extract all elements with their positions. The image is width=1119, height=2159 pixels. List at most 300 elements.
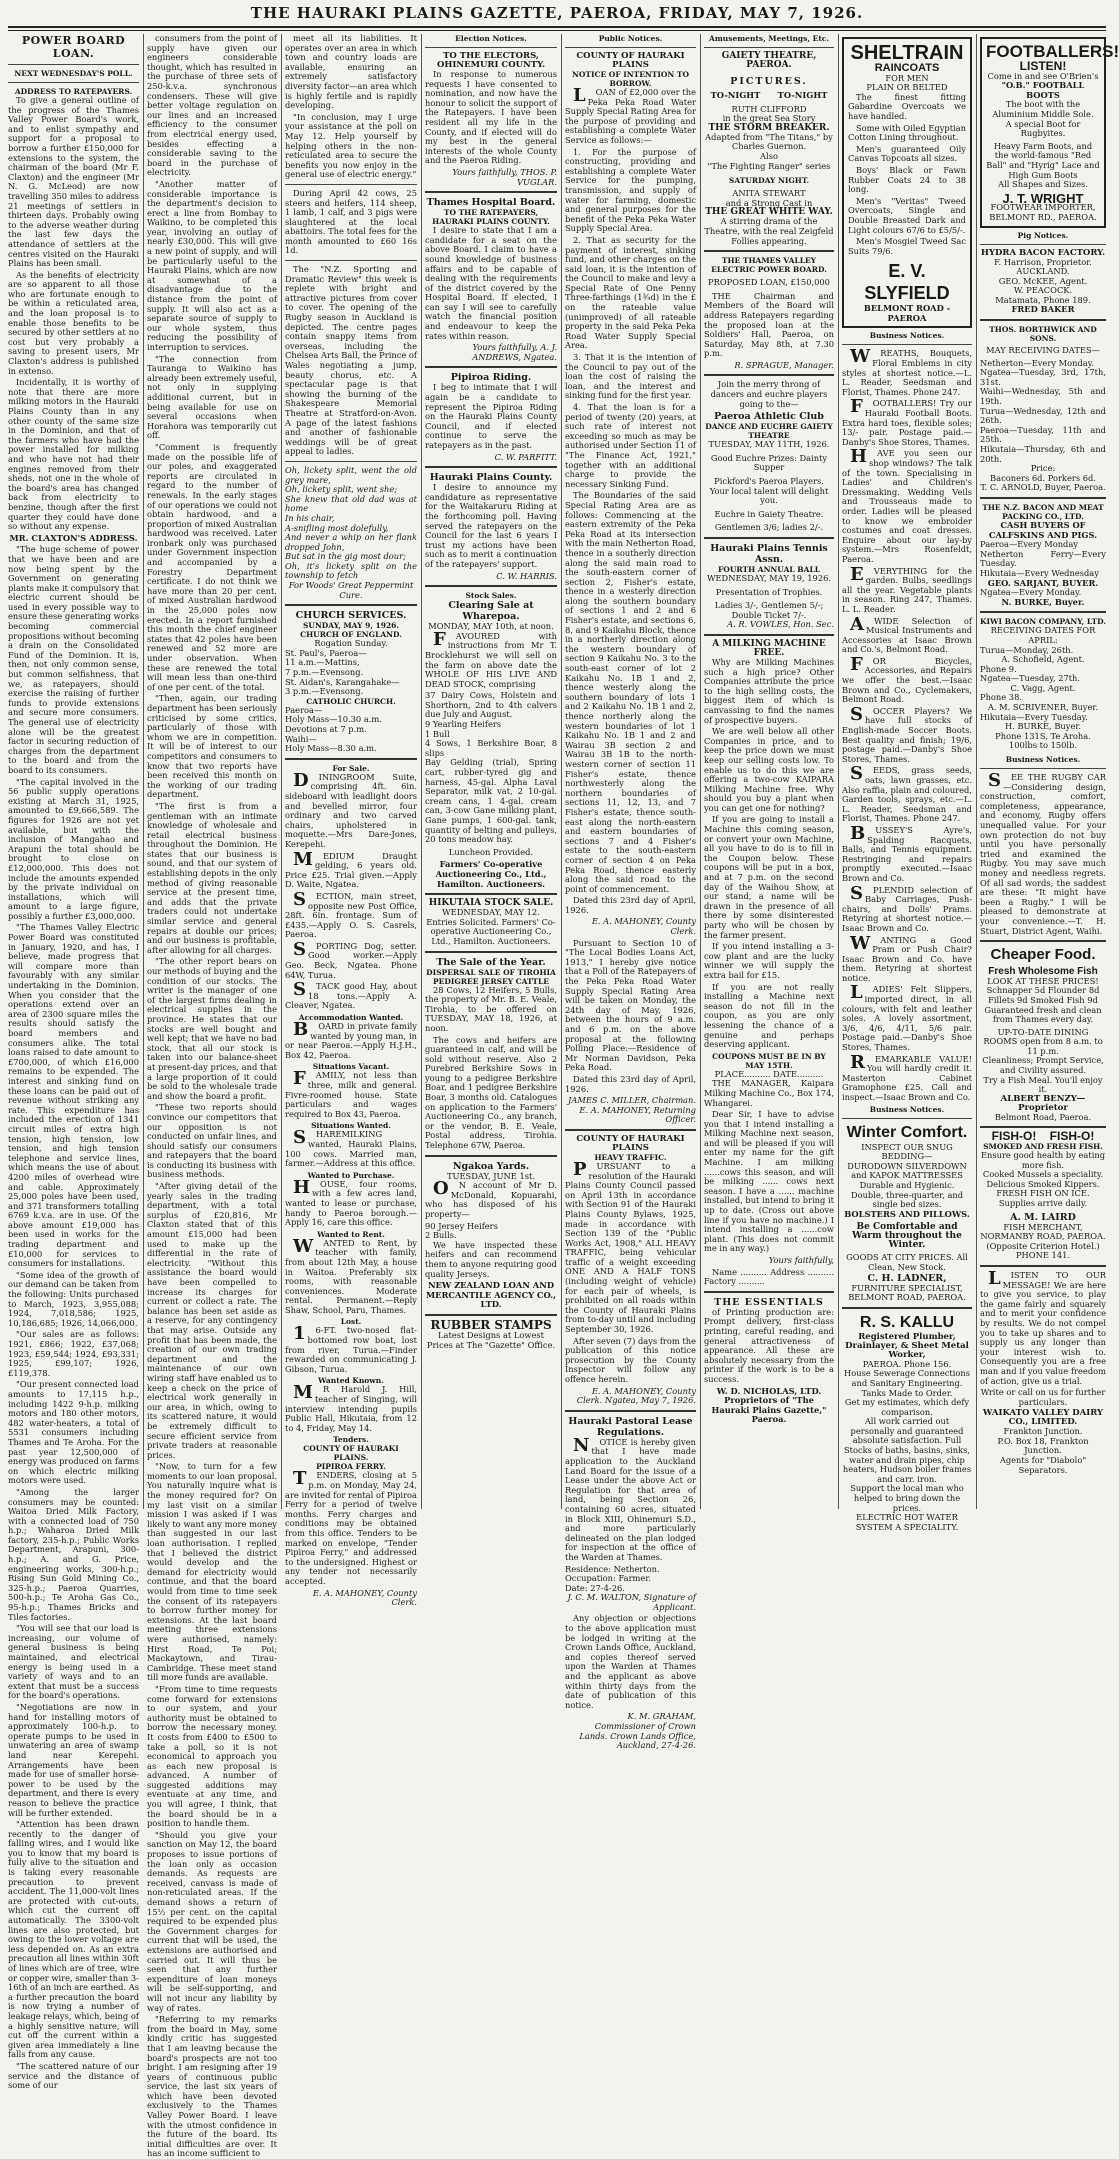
ad-line: INSPECT OUR SNUG BEDDING—	[861, 1141, 953, 1162]
meeting-sub: PROPOSED LOAN, £150,000	[708, 277, 830, 288]
signature: J. C. M. WALTON, Signature of Applicant.	[567, 1592, 696, 1612]
coupon-text: THE MANAGER, Kaipara Milking Machine Co., Box 174, Whangarei.	[704, 1078, 834, 1108]
signature: JAMES C. MILLER, Chairman. E. A. MAHONEY, Returning Officer.	[568, 1095, 696, 1125]
notice-text: LOAN of £2,000 over the Peka Peka Road Water Supply Special Rating Area for the purpose of providing and establishing a complete Water Service as follows:—	[565, 85, 696, 145]
sale-date: TUESDAY, JUNE 1st.	[446, 1170, 536, 1181]
footballers-ad	[980, 37, 1119, 228]
section-heading: Public Notices.	[598, 34, 663, 43]
business-ad: SEE THE RUGBY CAR—Considering design, construction, comfort, completeness, appearance, and economy, Rugby offers unequalled value. For your own protection do not buy until you have personally tried and examined the Rugby. You may save much money and needless regrets. Of all sad words, the saddest are these: "It might have been a Rugby." I will be pleased to demonstrate at your convenience.—T. H. Stuart, District Agent, Waihi.	[980, 770, 1106, 936]
signature: R. SPRAGUE, Manager.	[734, 359, 834, 370]
film-title: THE GREAT WHITE WAY.	[705, 207, 833, 218]
notice-title: Hauraki Plains County.	[429, 472, 553, 484]
classified-ad: MR Harold J. Hill, teacher of Singing, will interview intending pupils Public Hall, Hikutaia, from 12 to 4, Friday, May 14.	[285, 1382, 417, 1433]
church-sub: Rogation Sunday.	[314, 638, 388, 649]
milking-text: Why are Milking Machines such a high price? Other Companies attribute the price to the high selling costs, the biggest item of which is canvassing to find the names of prospective buyers.	[704, 656, 834, 725]
sale-item: 4 Sows, 1 Berkshire Boar, 8 slips	[425, 738, 557, 758]
sale-date: WEDNESDAY, MAY 12.	[442, 907, 540, 918]
article-paragraph: "Then, again, our trading department has been seriously criticised by some critics, particularly of those with whom we are in competition. It will be of interest to our competitors and consumers to know that two reports have been received this month on the working of our trading department.	[147, 693, 277, 800]
sale-text: 28 Cows, 12 Heifers, 5 Bulls, the property of Mr. B. E. Veale, Tirohia, to be offered on TUESDAY, MAY 18, 1926, at noon.	[425, 984, 557, 1033]
ad-line: P.O. Box 18, Frankton Junction.	[997, 1435, 1089, 1456]
classified-ad: FAMILY, not less than three, milk and general. Fivre-roomed house. State particulars and wages required to Box 43, Paeroa.	[285, 1068, 417, 1119]
classified-ad: WANTED to Rent, by teacher with family, from about 12th May, a house in Waitoa. Preferably six rooms, with reasonable conveniences. Moderate rental. Permanent.—Reply Shaw, School, Paru, Thames.	[285, 1235, 417, 1315]
firm-name: THE N.Z. BACON AND MEAT PACKING CO., LTD.	[982, 502, 1104, 521]
section-heading: Pig Notices.	[1017, 230, 1069, 240]
notice-title: Thames Hospital Board.	[426, 197, 556, 209]
church-name: CHURCH OF ENGLAND.	[300, 630, 402, 640]
section-heading: Election Notices.	[455, 34, 527, 43]
article-paragraph: "Now, to turn for a few moments to our loan proposal. You naturally inquire what is the money required for? On my last visit on a similar mission I was asked if I was likely to want any more money than suggested in our last loan authorisation. I replied that I believed the district would develop and the demand for electricity would continue, and that the board would from time to time seek the consent of its ratepayers to borrow further money for extensions. At the last board meeting three extensions were authorised, namely: Hirst Road, Te Poi; Mackaytown, and Tirau-Cambridge. These meet stand till more funds are available.	[147, 1461, 277, 1683]
business-ad: FOR Bicycles, Accessories, and Repairs we offer the best.—Isaac Brown and Co., Cyclemakers, Belmont Road.	[842, 653, 972, 705]
article-paragraph: "Among the larger consumers may be counted: Waitoa Dried Milk Factory, with a connected load of 750 h.p.; Waharoa Dried Milk factory, 235-h.p.; Public Works Department, Arapuni, 300-h.p.; A. and G. Price, engineering works, 300-h.p.; Rising Sun Gold Mining Co., 325-h.p.; Paeroa Quarries, 500-h.p.; Te Aroha Gas Co., 95-h.p.; Thames Bricks and Tiles factories.	[8, 1486, 139, 1622]
firm-line: Price:	[1030, 463, 1056, 474]
ad-text: Men's "Veritas" Tweed Overcoats, Single and Double Breasted Dark and Light colours 67/6 to £5/5/-.	[848, 195, 966, 235]
business-ad: REMARKABLE VALUE! You will hardly credit it. Masterton Cabinet Gramophone £25. Call and inspect.—Isaac Brown and Co.	[842, 1051, 972, 1102]
notice-text: PURSUANT to a resolution of the Hauraki Plains County Council passed on April 13th in accordance with Section 91 of the Hauraki Plains County Bylaws, 1925, made in accordance with Section 139 of the "Public Works Act, 1908," ALL HEAVY TRAFFIC, being vehicular traffic of a weight exceeding ONE AND A HALF TONS (including weight of vehicle) for each pair of wheels, is prohibited on all roads within the County of Hauraki Plains from to-day until and including September 30, 1926.	[565, 1158, 696, 1335]
column-2	[147, 33, 277, 2159]
classified-heading: Situations Wanted.	[311, 1121, 391, 1131]
ad-line: The boot with the Aluminium Middle Sole.	[992, 99, 1094, 119]
dance-line: Pickford's Paeroa Players. Your local talent will delight you.	[709, 476, 829, 506]
ad-line: A special Boot for Rugbyites.	[1005, 118, 1081, 139]
film-sub: Also	[760, 150, 778, 161]
sale-text: We have inspected these heifers and can recommend them to anyone requiring good quality Jerseys.	[425, 1239, 557, 1279]
signature: Yours faithfully, A. J. ANDREWS, Ngatea.	[472, 342, 557, 362]
firm-line: Waihi—Wednesday, 5th and 19th.	[980, 386, 1106, 407]
classified-ad: SECTION, main street, opposite new Post Office, 28ft. 6in. frontage. Sum of £435.—Apply O. S. Casrels, Paeroa.	[285, 888, 417, 940]
section-heading: Business Notices.	[869, 331, 945, 341]
ad-line: GOODS AT CITY PRICES. All Clean, New Stock.	[846, 1252, 968, 1272]
business-ad: HAVE you seen our shop windows? The talk of the town. Specialising in Ladies' and Children's Dressmaking. Wedding Veils and Trousseaus made to order. Ladies will be pleased to know we embroider costumes and coat dresses. Enquire about our lay-by system.—Mrs Rosenfeldt, Paeroa.	[842, 446, 972, 564]
film-sub: "The Fighting Ranger" series	[707, 160, 831, 171]
notice-heading: NOTICE OF INTENTION TO BORROW.	[572, 70, 689, 88]
dance-date: TUESDAY, MAY 11TH, 1926.	[708, 439, 830, 450]
article-paragraph: "Comment is frequently made on the possible life of our poles, and exaggerated reports are circulated in regard to the number of renewals. In the early stages of our operations we could not obtain hardwood, and a proportion of mixed Australian hardwood was received. Later ironbark only was purchased under Government inspection and accompanied by a Forestry Department certificate. I do not think we have more than 20 per cent. of mixed Australian hardwood in the 25,000 poles now erected. In a report furnished this month the chief engineer states that 42 poles have been renewed and 52 more are under observation. When these are renewed the total will mean less than one-third of one per cent. of the total.	[147, 441, 277, 692]
notice-text: I desire to announce my candidature as representative for the Waitakaruru Riding at the forthcoming poll. Having served the ratepayers on the Council for the last 6 years I trust my actions have been such as to merit a continuation of the ratepayers' support.	[425, 482, 557, 569]
dance-heading: DANCE AND EUCHRE GAIETY THEATRE	[705, 422, 833, 441]
ball-line: Presentation of Trophies.	[715, 586, 823, 597]
column-rule	[976, 34, 977, 1509]
ad-line: Try a Fish Meal. You'll enjoy it.	[983, 1074, 1103, 1095]
sale-heading: DISPERSAL SALE OF TIROHIA PEDIGREE JERSEY CATTLE	[426, 967, 556, 986]
classified-ad: DININGROOM Suite, comprising 4ft. 6in. sideboard with leadlight doors and bevelled mirror, four ordinary and two carved chairs, upholstered in moquette.—Mrs Dare-Jones, Kerepehi.	[285, 769, 417, 849]
benzy-name: ALBERT BENZY—Proprietor	[1000, 1093, 1086, 1113]
dance-intro: Join the merry throng of dancers and euchre players going to the—	[710, 379, 828, 409]
notice-heading: COUNTY OF HAURAKI PLAINS	[576, 1133, 685, 1153]
classified-heading: Accommodation Wanted.	[298, 1013, 404, 1023]
notice-line: Residence: Netherton.	[565, 1563, 660, 1574]
column-5	[565, 34, 696, 1751]
milking-text: If you are not really installing a Machine next season do not fill in the coupon, as you are only lessening the chance of a genuine and perhaps deserving applicant.	[704, 981, 834, 1050]
classified-ad: MEDIUM Draught gelding, 6 years old. Price £25. Trial given.—Apply D. Waite, Ngatea.	[285, 848, 417, 890]
raincoats-title: RAINCOATS	[874, 62, 940, 74]
ad-line: DURODOWN SILVERDOWN and KAPOK MATTRESSES	[847, 1160, 967, 1181]
firm-line: Phone 38.	[980, 692, 1023, 703]
milking-text: If you intend installing a 3-cow plant and are the lucky winner we will supply the extra bail for £15.	[704, 941, 834, 980]
article-subheadline: ADDRESS TO RATEPAYERS.	[14, 87, 133, 96]
business-ad: LADIES' Felt Slippers, imported direct, in all colours, with felt and leather soles. A lovely assortment, 3/6, 4/6, 4/11, 5/6 pair. Postage paid.—Danby's Shoe Stores, Thames.	[842, 982, 972, 1053]
signature: C. W. HARRIS.	[496, 570, 557, 581]
service-line: 3 p.m.—Evensong.	[285, 686, 364, 697]
article-paragraph: "Our present connected load amounts to 17,115 h.p., including 1422 9-h.p. milking motors and 180 other motors, 482 water-heaters, a total of 5531 consumers including Thames and Te Aroha. For the past year 12,500,000 of energy was produced on farms on which electric milking motors were used.	[8, 1379, 139, 1486]
article-paragraph: "The other report bears on our methods of buying and the condition of our stocks. The writer is the manager of one of the largest firms dealing in electrical supplies in the province. He states that our stocks are well bought and well kept; that we have no bad stock, that all our stock is taken into our balance-sheet at present-day prices, and that a large proportion of it could be sold to the wholesale trade and show the board a profit.	[147, 956, 277, 1101]
verse-line: Oh, lickety split, went the old grey mare,	[285, 464, 417, 485]
sale-item: 2 Bulls.	[425, 1230, 457, 1241]
club-name: Paeroa Athletic Club	[714, 411, 824, 423]
article-paragraph: "From time to time requests come forward for extensions to our system, and your authority must be obtained to borrow the necessary money. It costs from £400 to £500 to take a poll, so it is not economical to approach you as each new proposal is advanced. A number of suggested additions may eventuate at any time, and you will agree, I think, that the board should be in a position to handle them.	[147, 1683, 277, 1829]
listen-title: LISTEN!	[1019, 59, 1067, 73]
article-paragraph: "Some idea of the growth of our demand can be taken from the following: Units purchased to March, 1923, 3,955,088; 1924, 7,018,586; 1925, 10,186,685; 1926, 14,066,000.	[8, 1269, 139, 1328]
firm-line: Netherton Ferry—Every Tuesday.	[980, 548, 1106, 569]
classified-heading: Wanted Known.	[318, 1376, 384, 1386]
laird-name: A. M. LAIRD	[1010, 1211, 1076, 1223]
firm-name: THOS. BORTHWICK AND SONS.	[989, 325, 1097, 344]
column-7	[842, 34, 972, 1532]
signature: E. A. MAHONEY, County Clerk.	[312, 1587, 417, 1608]
firm-line: Paeroa—Every Monday	[980, 539, 1078, 550]
auctioneer-sig: NEW ZEALAND LOAN AND MERCANTILE AGENCY CO., LTD.	[425, 1280, 557, 1310]
notice-text: 2. That as security for the payment of interest, sinking fund, and other charges on the said loan, it is the intention of the Council to make and levy a Special Rate of One Penny Three-farthings (1¾d) in the £ on the rateable value (unimproved) of all rateable property in the said Peka Peka Road Water Supply Special Area.	[565, 234, 696, 351]
business-ad: SOCCER Players? We have full stocks of English-made Soccer Boots. Best quality and finish; 19/6, postage paid.—Danby's Shoe Stores, Thames.	[842, 703, 972, 764]
masthead: THE HAURAKI PLAINS GAZETTE, PAEROA, FRIDAY, MAY 7, 1926.	[250, 4, 864, 22]
column-1	[8, 34, 139, 2091]
ad-line: Frankton Junction.	[1003, 1426, 1083, 1437]
firm-line: Hikutaia—Every Tuesday.	[980, 711, 1088, 722]
notice-text: 4. That the loan is for a period of twenty (20) years, at such rate of interest not exceeding so much as may be authorised under Section 11 of "The Finance Act, 1921," together with an additional charge to provide the necessary Sinking Fund.	[565, 402, 696, 489]
dance-line: Good Euchre Prizes: Dainty Supper	[710, 452, 828, 473]
dairy-name: WAIKATO VALLEY DAIRY CO., LIMITED.	[982, 1408, 1104, 1428]
milking-text: If you are going to install a Machine this coming season, or convert your own Machine, all you have to do is to fill in the Coupon below. These coupons will be put in a box, and at 7 p.m. on the second day of the Waihou Show, at our stand, a name will be drawn in the presence of all there by some disinterested party who will be chosen by the farmer present.	[704, 814, 834, 940]
slyfield-name: E. V. SLYFIELD	[864, 261, 950, 304]
firm-line: W. PEACOCK.	[1013, 285, 1073, 296]
cheaper-title: Cheaper Food.	[990, 946, 1096, 964]
ad-line: Cleanliness; Prompt Service, and Civility assured.	[982, 1055, 1104, 1076]
business-ad: EVERYTHING for the garden. Bulbs, seedlings all the year. Vegetable plants in season. Ring 247, Thames. L. L. Reader.	[842, 563, 972, 614]
article-paragraph: "The connection from Tauranga to Waikino has already been extremely useful, not only in supplying additional current, but in being available for use on several occasions when Horahora was temporarily cut off.	[147, 353, 277, 441]
ad-line: Cooked Mussels a speciality.	[982, 1169, 1104, 1180]
verse-block	[285, 466, 417, 600]
sale-title: HIKUTAIA STOCK SALE.	[428, 898, 554, 909]
ad-line: Schnapper 5d Flounder 8d	[986, 985, 1100, 996]
meeting-text: THE Chairman and Members of the Board will address Ratepayers regarding the proposed loan at the Soldiers' Hall, Paeroa, on Saturday, May 8th, at 7.30 p.m.	[704, 290, 834, 359]
ad-line: FRESH FISH ON ICE.	[996, 1188, 1090, 1199]
ad-text: The finest fitting Gabardine Overcoats we have handled.	[848, 91, 966, 121]
verse-line: And never a whip on her flank dropped John,	[285, 532, 417, 552]
ad-line: BOLSTERS AND PILLOWS.	[844, 1208, 970, 1219]
article-crosshead: MR. CLAXTON'S ADDRESS.	[9, 532, 138, 543]
ad-line: FISH MERCHANT,	[1003, 1221, 1083, 1232]
classified-heading: Wanted to Rent.	[317, 1229, 385, 1239]
coupon-text: Name .......... Address .......... Factory ..........	[704, 1266, 834, 1287]
ad-line: House Sewerage Connections and Sanitary Engineering.	[844, 1368, 970, 1388]
business-ad: WREATHS, Bouquets, Floral Emblems in city styles at shortest notice.—L. L. Reader, Seedsman and Florist, Thames. Phone 247.	[842, 346, 972, 397]
article-paragraph: "The huge scheme of power that we have been and are now being spent by the Government on generating plants make it compulsory that electric current should be used in every possible way to ensure these generating works becoming commercial propositions without becoming a drain on the Consolidated Fund of the Dominion. It is, then, not only common sense, but common selfishness, that we, as ratepayers, should exercise the raising of further funds to provide extensions and secure more consumers. The general use of electricity alone will be the greatest factor in securing reduction of charges from the department to the board and from the board to its consumers.	[8, 544, 139, 775]
section-heading: Business Notices.	[869, 1104, 945, 1114]
article-paragraph: "Our sales are as follows: 1921, £866; 1922, £37,068; 1923, £59,544; 1924, £93,331; 1925, £99,107; 1926, £119,378.	[8, 1329, 139, 1378]
ad-line: All Shapes and Sizes.	[998, 179, 1088, 190]
notice-text: Dated this 23rd day of April, 1926.	[565, 895, 696, 915]
firm-line: Turua—Wednesday, 12th and 26th.	[980, 405, 1106, 426]
notice-line: Date: 27-4-26.	[565, 1582, 625, 1593]
sale-item: 9 Yearling Heifers	[425, 719, 502, 730]
theatre-name: GAIETY THEATRE, PAEROA.	[721, 51, 817, 70]
classified-ad: 16-FT. two-nosed flat-bottomed row boat, lost from river, Turua.—Finder rewarded on communicating J. Gibson, Turua.	[285, 1323, 417, 1374]
tender-heading: PIPIROA FERRY.	[316, 1462, 386, 1472]
article-headline: POWER BOARD LOAN.	[21, 34, 126, 60]
fish-sub: SMOKED AND FRESH FISH.	[983, 1142, 1103, 1152]
signature: E. A. MAHONEY, County Clerk.	[591, 916, 696, 937]
article-paragraph: "The capital involved in the 56 public supply operations existing at March 31, 1925, amounted to £9,666,589. The figures for 1926 are not yet available, but with the inclusion of Mangahao and Arapuni the total should be brought to close on £12,000,000. This does not include the amounts expended by the private individual on installations, which will amount to a large figure, possibly a further £3,000,000.	[8, 776, 139, 921]
film-star: RUTH CLIFFORD	[731, 103, 807, 114]
article-paragraph: consumers from the point of supply have given our engineers considerable thought, which has resulted in the purchase of three sets of 250-k.v.a. synchronous condensers. These will give better voltage regulation on our lines and an increased efficiency to the consumer from electrical energy used, besides effecting a considerable saving to the board in the purchase of electricity.	[147, 33, 277, 178]
wright-address: FOOTWEAR IMPORTER, BELMONT RD., PAEROA.	[989, 202, 1097, 222]
verse-line: But sat in the gig most dour;	[285, 551, 406, 562]
notice-title: Pipiroa Riding.	[450, 372, 532, 384]
ball-line: Ladies 3/-, Gentlemen 5/-; Double Ticket 7/-.	[714, 600, 824, 620]
firm-line: T. C. ARNOLD, Buyer, Paeroa.	[980, 482, 1106, 493]
firm-line: GEO. SARJANT, BUYER.	[987, 577, 1099, 588]
essentials-text: of Printing production are: Prompt delivery, first-class printing, careful reading, and general attractiveness of appearance. All these are absolutely necessary from the printer if the work is to be a success.	[704, 1306, 834, 1384]
coupon-heading: COUPONS MUST BE IN BY MAY 15TH.	[712, 1051, 826, 1070]
notice-text: I desire to state that I am a candidate for a seat on the above Board. I claim to have a sound knowledge of business affairs and to be capable of dealing with the requirements of the district covered by the Hospital Board. If elected, I can say I will see to carefully watch the financial position and endeavour to keep the rates within reason.	[425, 225, 557, 341]
film-sub: A stirring drama of the Theatre, with the real Zeigfeld Follies appearing.	[704, 216, 834, 246]
dairy-message: LISTEN TO OUR MESSAGE! We are here to give you service, to play the game fairly and squarely and to merit your confidence by results. We do not compel you to take up shares and to supply us any longer than your interest wish to. Consequently you are a free man and if you value freedom of action, give us a trial.	[980, 1267, 1106, 1386]
firm-name: KIWI BACON COMPANY, LTD.	[980, 617, 1106, 627]
notice-text: NOTICE is hereby given that I have made application to the Auckland Land Board for the issue of a Lease under the above Act or Regulation for that area of land, being Section 26, containing 60 acres, situated in Block XIII, Ohinemuri S.D., and more particularly delineated on the plan lodged for inspection at the office of the Warden at Thames.	[565, 1434, 696, 1562]
service-line: St. Paul's, Paeroa—	[285, 647, 367, 658]
firm-line: Phone 131S, Te Aroha.	[995, 730, 1091, 741]
tender-text: TENDERS, closing at 5 p.m. on Monday, May 24, are invited for rental of Pipiroa Ferry for a period of twelve months. Ferry charges and conditions may be obtained from this office. Tenders to be marked on envelope, "Tender Pipiroa Ferry," and addressed to the undersigned. Highest or any tender not necessarily accepted.	[285, 1468, 417, 1586]
pictures-heading: PICTURES.	[730, 76, 808, 87]
ad-line: PHONE 141.	[1015, 1250, 1071, 1261]
classified-heading: Wanted to Purchase.	[307, 1170, 395, 1180]
firm-line: Ngatea—Tuesday, 3rd, 17th, 31st.	[980, 367, 1106, 387]
sheltrain-ad	[842, 37, 972, 328]
film-sub: in the great Sea Story	[722, 113, 816, 124]
ad-line: Tanks Made to Order.	[861, 1387, 953, 1398]
classified-ad: SPORTING Dog, setter. Good worker.—Apply Geo. Beck, Ngatea. Phone 64W, Turua.	[285, 938, 417, 980]
sale-item: 90 Jersey Heifers	[425, 1220, 498, 1231]
ad-line: Heavy Farm Boots, and the world-famous "Red Ball" and "Hyrig" Lace and High Gum Boots	[986, 140, 1100, 180]
business-ad: WANTING a Good Pram or Push Chair? Isaac Brown and Co. have them. Retyring at shortest notice.	[842, 932, 972, 983]
article-paragraph: "These two reports should convince our competitors that our opposition is not conducted on unfair lines, and should satisfy our consumers and ratepayers that the board is conducting its business with business methods.	[147, 1102, 277, 1180]
sale-text: ON account of Mr D. McDonald, Kopuarahi, who has disposed of his property—	[425, 1178, 557, 1219]
ad-line: Fillets 9d Smoked Fish 9d	[988, 994, 1098, 1005]
notice-text: 3. That it is the intention of the Council to pay out of the loan the cost of raising the loan, and the interest and sinking fund for the first year.	[565, 352, 696, 401]
ad-line: Double, three-quarter, and single bed sizes.	[850, 1189, 964, 1210]
firm-line: F. Harrison, Proprietor.	[994, 256, 1092, 267]
firm-name: HYDRA BACON FACTORY.	[980, 247, 1106, 258]
ad-line: UP-TO-DATE DINING ROOMS open from 8 a.m. to 11 p.m.	[983, 1026, 1103, 1056]
firm-line: GEO. McKEE, Agent.	[998, 275, 1088, 286]
ad-line: PLAIN OR BELTED	[866, 82, 948, 93]
ad-line: Durable and Hygienic.	[859, 1179, 955, 1190]
church-name: CATHOLIC CHURCH.	[306, 696, 396, 706]
essentials-heading: THE ESSENTIALS	[714, 1296, 824, 1308]
section-date: SUNDAY, MAY 9, 1926.	[302, 621, 399, 631]
firm-line: Hikutaia—Every Wednesday	[980, 567, 1099, 578]
ad-line: Agents for "Diabolo" Separators.	[999, 1455, 1087, 1475]
milking-heading: A MILKING MACHINE FREE.	[712, 638, 826, 658]
ad-line: ELECTRIC HOT WATER SYSTEM A SPECIALITY.	[855, 1512, 959, 1532]
business-ad: FOOTBALLERS! Try our Hauraki Football Boots. Extra hard toes, flexible soles; 13/- pair. Postage paid.—Danby's Shoe Stores, Thames.	[842, 396, 972, 447]
fish-title: Fresh Wholesome Fish	[988, 966, 1098, 978]
classified-ad: HOUSE, four rooms, with a few acres land, wanted to lease or purchase, handy to Paeroa borough.—Apply 16, care this office.	[285, 1176, 417, 1228]
ad-line: Support the local man who helped to bring down the prices.	[850, 1483, 964, 1513]
signature: A. R. VOWLES, Hon. Sec.	[727, 619, 834, 630]
article-paragraph: "The scattered nature of our service and the distance of some of our	[8, 2060, 139, 2091]
fisho-title: FISH-O! FISH-O!	[991, 1129, 1095, 1144]
sale-title: The Sale of the Year.	[436, 956, 546, 968]
sale-item: Bay Gelding (trial), Spring cart, rubber-tyred gig and harness, 45-gal. Alpha Laval Separator, milk vat, 2 10-gal. cream cans, 1 4-gal. cream can, 3-cow Gane milking plant, Gane pumps, 1 600-gal. tank, quantity of belting and pulleys, 20 tons meadow hay.	[425, 757, 557, 845]
business-ad: AWIDE Selection of Musical Instruments and Accessories at Isaac Brown and Co.'s, Belmont Road.	[842, 613, 972, 655]
article-paragraph: As the benefits of electricity are so apparent to all those who are fortunate enough to be within a reticulated area, and the loan proposal is to enable those benefits to be secured by other settlers at no cost but very probably a saving to present users, Mr Claxton's address is published in extenso.	[8, 269, 139, 376]
article-paragraph: meet all its liabilities. It operates over an area in which town and country loads are available, ensuring an extremely satisfactory diversity factor—an area which is highly fertile and is rapidly developing.	[285, 33, 417, 111]
column-4	[425, 34, 557, 1509]
notice-text: Dated this 23rd day of April, 1926.	[565, 1073, 696, 1094]
notice-heading: HEAVY TRAFFIC.	[594, 1152, 667, 1162]
ball-date: WEDNESDAY, MAY 19, 1926.	[706, 573, 832, 583]
ad-line: Come in and see O'Brien's	[987, 70, 1099, 81]
notice-line: Occupation: Farmer.	[565, 1573, 652, 1584]
firm-line: A. Schofield, Agent.	[1001, 654, 1085, 665]
firm-line: RECEIVING DATES FOR APRIL:	[990, 625, 1096, 645]
auctioneer-sig: Farmers' Co-operative Auctioneering Co., Ltd., Hamilton. Auctioneers.	[435, 859, 547, 889]
film-title: THE STORM BREAKER.	[708, 122, 830, 133]
notice-text: I beg to intimate that I will again be a candidate to represent the Pipiroa Riding on the Hauraki Plains County Council, and if elected continue to serve the ratepayers as in the past.	[425, 382, 557, 450]
firm-line: Turua—Monday, 26th.	[980, 644, 1074, 655]
coupon-line: PLACE.......... DATE..........	[714, 1068, 824, 1079]
section-heading: Amusements, Meetings, Etc.	[709, 34, 829, 43]
firm-line: N. BURKE, Buyer.	[1001, 596, 1085, 607]
article-paragraph: "Negotiations are now in hand for installing motors of approximately 100-h.p. to operate pumps to be used in unwatering an area of swamp land near Kerepehi. Arrangements have been made for use of smaller horse-power to be used by the department, and there is every reason to believe the practice will be further extended.	[8, 1701, 139, 1818]
column-rule	[700, 34, 701, 1509]
kallu-name: R. S. KALLU	[859, 1313, 955, 1331]
wright-name: J. T. WRIGHT	[1002, 190, 1084, 206]
service-line: Waihi—	[285, 733, 317, 744]
service-line: Holy Mass—10.30 a.m.	[285, 714, 382, 725]
verse-line: In his chair,	[285, 512, 335, 523]
article-paragraph: "Another matter of considerable importance is the department's decision to erect a line from Bombay to Waikino, to be completed this year, involving an outlay of nearly £30,000. This will give a new point of supply, and will be particularly useful to the Hauraki Plains, which are now at somewhat of a disadvantage due to the distance from the point of supply. It will also act as a separate source of supply to our whole system, thus reducing the possibility of interruption to services.	[147, 178, 277, 352]
notice-heading: TO THE RATEPAYERS, HAURAKI PLAINS COUNTY.	[432, 208, 550, 227]
service-line: 11 a.m.—Mattins,	[285, 657, 360, 668]
ad-line: "O.B." FOOTBALL BOOTS	[1001, 80, 1085, 100]
verse-line: For Woods' Great Peppermint Cure.	[288, 580, 414, 600]
column-3	[285, 33, 417, 1608]
classified-heading: Tenders.	[333, 1435, 369, 1445]
sale-text: The cows and heifers are guaranteed in calf, and will be sold without reserve. Also 2 Purebred Berkshire Sows in young to a pedigree Berkshire Boar, and 1 pedigree Berkshire Boar, 3 months old. Catalogues on application to the Farmers' Auctioneering Co., any branch, or the vendor, B. E. Veale, Postal address, Tirohia. Telephone 67W, Paeroa.	[425, 1034, 557, 1151]
ad-line: Supplies arrive daily.	[998, 1198, 1088, 1208]
signature: C. W. PARFITT.	[494, 451, 557, 462]
dance-line: Gentlemen 3/6; ladies 2/-.	[714, 522, 824, 533]
column-rule	[143, 34, 144, 1509]
column-6	[704, 34, 834, 1509]
business-ad: SEEDS, grass seeds, oats, lawn grasses, etc. Also raffia, plain and coloured, Garden tools, sprays, etc.—L. L. Reader, Seedsman and Florist, Thames. Phone 247.	[842, 763, 972, 824]
footballers-title: FOOTBALLERS!	[986, 42, 1119, 61]
article-paragraph: "In conclusion, may I urge your assistance at the poll on May 12. Help yourself by helping others in the non-reticulated area to secure the benefits you now enjoy in the general use of electric energy."	[285, 111, 417, 180]
business-ad: BUSSEY'S Ayre's, Spalding Racquets, Balls, and Tennis equipment. Restringing and repairs promptly executed.—Isaac Brown and Co.	[842, 822, 972, 883]
firm-line: H. BURKE, Buyer.	[1004, 721, 1082, 732]
business-ad: SPLENDID selection of Baby Carriages, Push-chairs, and Dolls' Prams. Retyring at shortest notice.—Isaac Brown and Co.	[842, 882, 972, 933]
sale-note: Luncheon Provided.	[448, 846, 534, 857]
service-line: St. Aidan's, Karangahake—	[285, 676, 400, 687]
firm-line: Matamata, Phone 189.	[995, 294, 1091, 305]
article-paragraph: "Attention has been drawn recently to the danger of falling wires, and I would like you to know that my board is fully alive to the situation and is taking every reasonable precaution to prevent accident. The 11,000-volt lines are protected with cut-outs, which cut the current off automatically. The 3300-volt lines are also protected, but owing to the lower voltage are less depended on. As an extra precaution all lines within 30ft of lines which are of tree, wire or copper wire, smaller than 3-16th of an inch are earthed. As a further precaution the board is now trying a number of leakage relays, which, being of a highly sensitive nature, will cut off the current within a given area immediately a line falls from any cause.	[8, 1819, 139, 2060]
notice-text: In response to numerous requests I have consented to nomination, and now have the honour to solicit the support of the Ratepayers. I have been resident all my life in the County, and if elected will do my best in the general interests of the whole County and the Paeroa Riding.	[425, 69, 557, 166]
dance-line: Euchre in Gaiety Theatre.	[714, 508, 824, 519]
firm-line: FRED BAKER	[1011, 304, 1075, 315]
article-paragraph: Incidentally, it is worthy of note that there are more milking motors in the Hauraki Plains County than in any other county of the same size in the Dominion, and that of the farmers who have had the power installed for milking and who have not had their engines removed from their sheds, not one in the whole of the board's area has changed back from electricity to benzine, though after the first quarter they could have done so without any expense.	[8, 377, 139, 532]
article-subheadline: NEXT WEDNESDAY'S POLL.	[14, 69, 133, 78]
section-heading: Stock Sales.	[465, 591, 517, 601]
sale-text: FAVOURED with instructions from Mr T. Brocklehurst we will sell on the farm on above date the WHOLE OF HIS LIVE AND DEAD STOCK, comprising	[425, 628, 557, 689]
firm-line: Baconers 6d. Porkers 6d.	[990, 472, 1096, 483]
article-paragraph: "The first is from a gentleman with an intimate knowledge of wholesale and retail electrical business throughout the Dominion. He states that our business is sound, and that our system of establishing depots in the only method of giving reasonable service at the present time, and adds that the private traders could not undertake similar service and general repairs at double our prices; and our business is profitable, after allowing for all charges.	[147, 800, 277, 955]
article-paragraph: "Referring to my remarks from the board in May, some kindly critic has suggested that I am leaving because the board's prospects are not too bright. I am resigning after 19 years of continuous public service, the last six years of which have been devoted exclusively to the Thames Valley Power Board. I leave with the utmost confidence in the future of the board. Its initial difficulties are over. It has an income sufficient to	[147, 2014, 277, 2159]
article-paragraph: To give a general outline of the progress of the Thames Valley Power Board's work, and to enlist sympathy and support for a proposal to borrow a further £150,000 for extensions to the system, the chairman of the board (Mr F. Claxton) and the engineer (Mr N. G. McLeod) are now travelling 350 miles to address 21 meetings of settlers in thirteen days. Probably owing to the adverse weather during the last few days the attendance of settlers at the centres visited on the Hauraki Plains has been small.	[8, 95, 139, 269]
notice-heading: TO THE ELECTORS, OHINEMURI COUNTY.	[436, 51, 546, 70]
notice-text: After seven (7) days from the publication of this notice prosecution by the County Inspector will follow any offence herein.	[565, 1335, 696, 1384]
firm-line: A. M. SCRIVENER, Buyer.	[987, 702, 1099, 713]
meeting-heading: THE THAMES VALLEY ELECTRIC POWER BOARD.	[711, 256, 827, 275]
firm-line: Ngatea—Every Monday.	[980, 587, 1082, 598]
firm-line: Paeroa—Tuesday, 11th and 25th.	[980, 424, 1106, 445]
film-sub: Adapted from "The Titans," by Charles Guernon.	[705, 131, 833, 152]
sale-item: 37 Dairy Cows, Holstein and Shorthorn, 2nd to 4th calvers due July and August.	[425, 690, 557, 720]
masthead-rule	[8, 26, 1106, 31]
stamps-ad-title: RUBBER STAMPS	[430, 1317, 552, 1332]
ad-line: NORMANBY ROAD, PAEROA.	[980, 1231, 1106, 1242]
signature: Yours faithfully, THOS. P. VUGLAR.	[452, 166, 557, 187]
firm-line: C. Vagg, Agent.	[1010, 682, 1076, 693]
firm-line: MAY RECEIVING DATES—	[986, 345, 1100, 356]
sale-title: Ngakoa Yards.	[452, 1160, 530, 1172]
ad-line: (Opposite Criterion Hotel.)	[986, 1240, 1100, 1251]
dairy-message: Write or call on us for further particulars.	[980, 1387, 1106, 1407]
column-rule	[281, 34, 282, 1509]
ad-text: Boys' Black or Fawn Rubber Coats 24 to 38 long.	[848, 164, 966, 195]
ladner-address: FURNITURE SPECIALIST, BELMONT ROAD, PAEROA.	[848, 1282, 966, 1303]
ad-line: Guaranteed fresh and clean from Thames every day.	[984, 1004, 1102, 1025]
section-heading: CHURCH SERVICES.	[295, 610, 407, 622]
ball-heading: FOURTH ANNUAL BALL	[717, 565, 821, 574]
section-heading: Business Notices.	[1005, 755, 1081, 765]
verse-line: Oh, it's lickety split on the township to fetch	[285, 560, 417, 581]
signature: E. A. MAHONEY, County Clerk. Ngatea, May 7, 1926.	[576, 1385, 696, 1406]
classified-heading: Situations Vacant.	[312, 1062, 390, 1072]
firm-line: AUCKLAND.	[1016, 266, 1070, 277]
sale-title: Clearing Sale at Wharepoa.	[448, 600, 534, 623]
classified-ad: STACK good Hay, about 18 tons.—Apply A. Cleaver, Ngatea.	[285, 979, 417, 1011]
service-line: Holy Mass—8.30 a.m.	[285, 743, 377, 754]
tonight-line: TO-NIGHT TO-NIGHT	[710, 90, 828, 100]
kallu-phone: PAEROA. Phone 156.	[862, 1358, 952, 1369]
benzy-address: Belmont Road, Paeroa.	[994, 1111, 1092, 1122]
kallu-trade: Registered Plumber, Drainlayer, & Sheet Metal Worker,	[845, 1331, 969, 1360]
film-sub: and a Strong Cast in	[725, 197, 813, 208]
sale-text: Entries Solicited. Farmers' Co-operative Auctioneering Co., Ltd., Hamilton. Auctioneers.	[426, 916, 556, 946]
notice-text: Pursuant to Section 10 of "The Local Bodies Loans Act, 1913," I hereby give notice that a Poll of the Ratepayers of the Peka Peka Road Water Supply Special Rating Area will be taken on Monday, the 24th day of May, 1926, between the hours of 9 a.m. and 6 p.m. on the above proposal at the following Polling Place:—Residence of Mr Norman Davidson, Peka Peka Road.	[565, 937, 696, 1073]
news-paragraph: During April 42 cows, 25 steers and heifers, 114 sheep, 1 lamb, 1 calf, and 3 pigs were slaughtered at the local abattoirs. The total fees for the month amounted to £60 16s 1d.	[285, 187, 417, 256]
column-rule	[421, 34, 422, 1509]
ad-text: Some with Oiled Egyptian Cotton Lining throughout.	[848, 122, 966, 143]
sale-date: MONDAY, MAY 10th, at noon.	[428, 621, 554, 632]
classified-heading: For Sale.	[332, 763, 370, 773]
column-rule	[561, 34, 562, 1509]
article-paragraph: "After giving detail of the yearly sales in the trading department, with a total surplus of £20,816, Mr Claxton stated that of this amount £15,000 had been used to make up the differential in the rate of electricity. "Without this assistance the board would have been compelled to increase its charges for current or collect a rate. The balance has been set aside as a reserve, for any contingency that may arise. Outside any profit that has been made, the creation of our own trading department and the maintenance of our own wiring staff have enabled us to keep a check on the price of electrical work generally in our area, in which, owing to its scattered nature, it would be extremely difficult to secure efficient service from private traders at reasonable prices.	[147, 1181, 277, 1460]
article-paragraph: "Should you give your sanction on May 12, the board proposes to issue portions of the loan only as occasion demands. As requests are received, canvass is made of non-reticulated areas. If the demand shows a return of 15½ per cent. on the capital required to be expended plus the Government charges for current that will be used, the extensions are authorised and carried out. It will thus be seen that any further expenditure of loan moneys will be self-supporting, and will not incur any liability by way of rates.	[147, 1829, 277, 2013]
film-star: ANITA STEWART	[732, 188, 806, 199]
sale-item: 1 Bull	[425, 728, 450, 739]
